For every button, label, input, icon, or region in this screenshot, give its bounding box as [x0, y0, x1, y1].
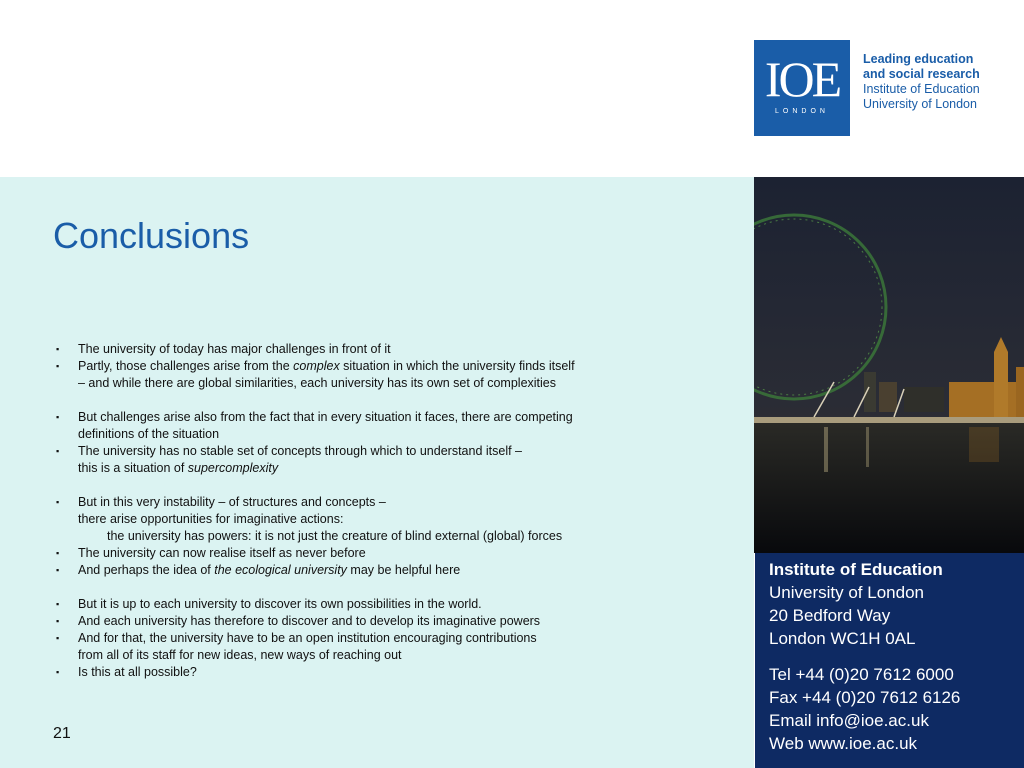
bullet-text: The university can now realise itself as never before [78, 546, 366, 560]
bullet-text: And for that, the university have to be an open institution encouraging contributions [78, 631, 537, 645]
tagline-line-2: and social research [863, 67, 980, 81]
bullet-text: Is this at all possible? [78, 665, 197, 679]
bullet-text: And perhaps the idea of the ecological university may be helpful here [78, 563, 461, 577]
bullet-line [53, 647, 693, 664]
bullet-marker: ▪ [56, 497, 60, 507]
bullet-text: The university has no stable set of concepts through which to understand itself – [78, 444, 523, 458]
slide-content [0, 177, 754, 768]
photo-illustration [754, 177, 1024, 553]
blank-line [53, 579, 693, 596]
bullet-marker: ▪ [56, 633, 60, 643]
bullet-text: But it is up to each university to discover its own possibilities in the world. [78, 597, 482, 611]
slide-title: Conclusions [53, 215, 250, 256]
bullet-text: But challenges arise also from the fact that in every situation it faces, there are competing [78, 410, 573, 424]
bullet-text: And each university has therefore to discover and to develop its imaginative powers [78, 614, 541, 628]
contact-panel [754, 553, 1024, 768]
bullet-line [53, 409, 693, 426]
contact-university: University of London [769, 583, 924, 602]
bullet-line [53, 358, 693, 375]
bullet-marker: ▪ [56, 412, 60, 422]
bullet-line [53, 426, 693, 443]
bullet-line [53, 596, 693, 613]
bullet-line [53, 511, 693, 528]
logo-mark: IOE [764, 51, 840, 107]
bullet-line [53, 528, 693, 545]
bullet-line [53, 460, 693, 477]
contact-org: Institute of Education [769, 560, 943, 579]
logo-subtext: LONDON [775, 108, 829, 115]
page-number: 21 [53, 725, 71, 742]
bullet-text: definitions of the situation [78, 427, 220, 441]
contact-street: 20 Bedford Way [769, 606, 891, 625]
slide-header [0, 0, 1024, 177]
bullet-text: – and while there are global similarities, each university has its own set of complexities [78, 376, 557, 390]
bullet-line [53, 613, 693, 630]
bullet-list [53, 341, 693, 681]
blank-line [53, 392, 693, 409]
bullet-line [53, 494, 693, 511]
bullet-line [53, 562, 693, 579]
london-night-photo [754, 177, 1024, 553]
contact-city: London WC1H 0AL [769, 629, 916, 648]
tagline-line-1: Leading education [863, 52, 974, 66]
bullet-text: Partly, those challenges arise from the complex situation in which the university finds itself [78, 359, 575, 373]
bullet-marker: ▪ [56, 565, 60, 575]
bullet-line [53, 341, 693, 358]
blank-line [53, 477, 693, 494]
bullet-text: The university of today has major challenges in front of it [78, 342, 391, 356]
bullet-line [53, 375, 693, 392]
bullet-text: this is a situation of supercomplexity [78, 461, 279, 475]
bullet-marker: ▪ [56, 446, 60, 456]
bullet-line [53, 664, 693, 681]
bullet-text: there arise opportunities for imaginative actions: [78, 512, 344, 526]
bullet-line [53, 630, 693, 647]
contact-email[interactable]: Email info@ioe.ac.uk [769, 711, 929, 730]
tagline-line-3: Institute of Education [863, 82, 980, 96]
bullet-text: from all of its staff for new ideas, new ways of reaching out [78, 648, 402, 662]
bullet-marker: ▪ [56, 361, 60, 371]
bullet-line [53, 443, 693, 460]
bullet-marker: ▪ [56, 548, 60, 558]
bullet-text: But in this very instability – of structures and concepts – [78, 495, 386, 509]
contact-fax: Fax +44 (0)20 7612 6126 [769, 688, 961, 707]
ioe-logo [754, 40, 850, 136]
tagline-line-4: University of London [863, 97, 977, 111]
bullet-marker: ▪ [56, 599, 60, 609]
bullet-line [53, 545, 693, 562]
bullet-marker: ▪ [56, 344, 60, 354]
contact-web[interactable]: Web www.ioe.ac.uk [769, 734, 918, 753]
bullet-marker: ▪ [56, 616, 60, 626]
bullet-text: the university has powers: it is not just the creature of blind external (global) forces [107, 529, 563, 543]
contact-tel: Tel +44 (0)20 7612 6000 [769, 665, 954, 684]
logo-tagline [863, 52, 1023, 112]
bullet-marker: ▪ [56, 667, 60, 677]
